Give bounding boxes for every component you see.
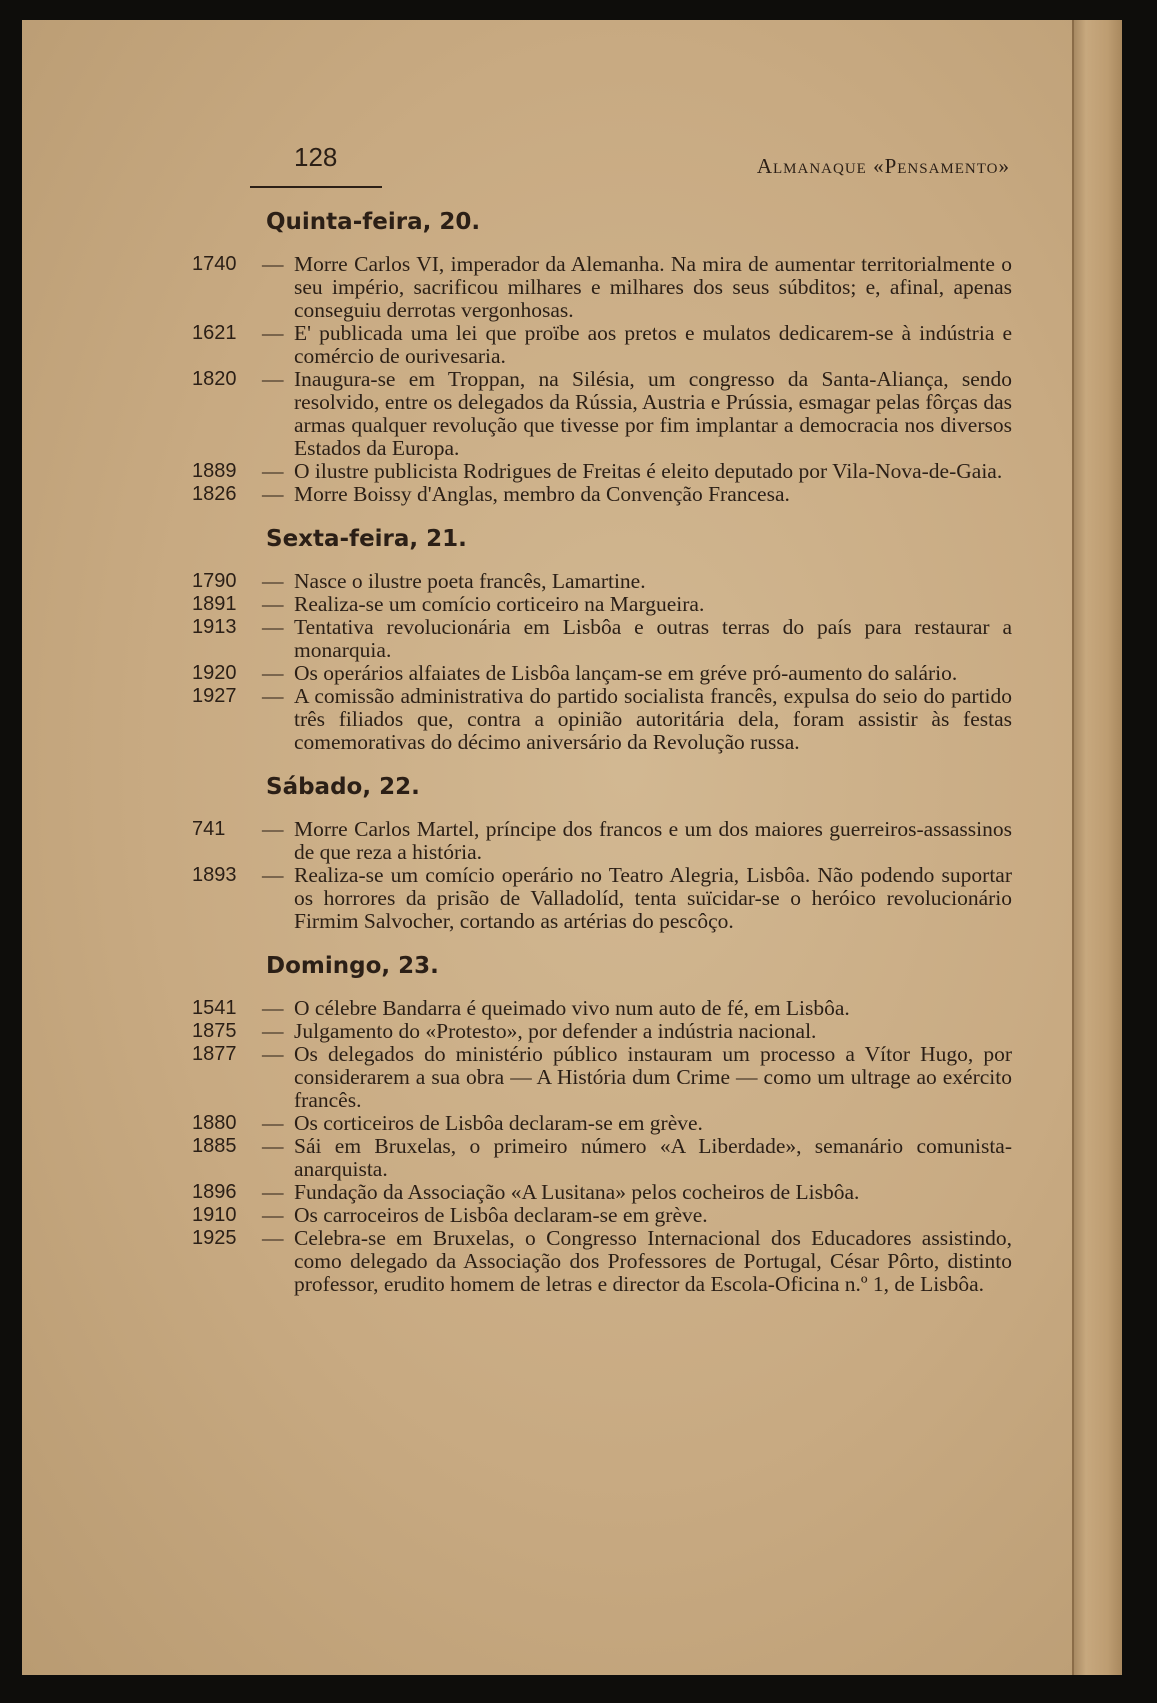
- entry-text: Realiza-se um comício operário no Teatro Alegria, Lisbôa. Não podendo suportar os horrores da prisão de Valladolíd, tenta suïcidar-se o heróico revolucionário Firmim Salvocher, cortando as artérias do pescôço.: [294, 863, 1012, 933]
- almanac-entry: [172, 616, 1012, 662]
- entry-dash: —: [262, 615, 284, 639]
- almanac-entry: [172, 818, 1012, 864]
- day-heading: Sexta-feira, 21.: [266, 526, 467, 552]
- entry-year: 1889: [192, 460, 237, 482]
- day-section: [172, 205, 1012, 506]
- almanac-entry: [172, 460, 1012, 483]
- almanac-entry: [172, 1204, 1012, 1227]
- entry-dash: —: [262, 661, 284, 685]
- almanac-entry: [172, 253, 1012, 322]
- entry-text: E' publicada uma lei que proïbe aos pretos e mulatos dedicarem-se à indústria e comércio de ourivesaria.: [294, 321, 1012, 368]
- almanac-entry: [172, 1020, 1012, 1043]
- entry-text: Morre Boissy d'Anglas, membro da Convenção Francesa.: [294, 482, 790, 506]
- almanac-entry: [172, 1181, 1012, 1204]
- page-number: 128: [294, 142, 338, 172]
- entry-year: 1927: [192, 685, 237, 707]
- entry-year: 1910: [192, 1204, 237, 1226]
- entry-text: A comissão administrativa do partido socialista francês, expulsa do seio do partido três filiados que, contra a opinião autoritária dela, foram assistir às festas comemorativas do décimo aniversário da Revolução russa.: [294, 684, 1012, 754]
- entry-text: Morre Carlos Martel, príncipe dos francos e um dos maiores guerreiros-assassinos de que reza a história.: [294, 817, 1012, 864]
- entry-year: 1885: [192, 1135, 237, 1157]
- entry-year: 1875: [192, 1020, 237, 1042]
- entry-year: 1891: [192, 593, 237, 615]
- almanac-entry: [172, 570, 1012, 593]
- entry-year: 1893: [192, 864, 237, 886]
- entry-dash: —: [262, 252, 284, 276]
- almanac-entry: [172, 1112, 1012, 1135]
- almanac-entry: [172, 1043, 1012, 1112]
- entry-dash: —: [262, 1042, 284, 1066]
- entry-year: 1913: [192, 616, 237, 638]
- almanac-entry: [172, 662, 1012, 685]
- day-heading: Sábado, 22.: [266, 774, 420, 800]
- entry-year: 1896: [192, 1181, 237, 1203]
- entry-dash: —: [262, 367, 284, 391]
- entry-dash: —: [262, 817, 284, 841]
- almanac-content: [172, 205, 1012, 1312]
- entry-dash: —: [262, 684, 284, 708]
- entry-year: 741: [192, 818, 226, 840]
- header-rule: [250, 186, 382, 188]
- entry-dash: —: [262, 482, 284, 506]
- almanac-entry: [172, 685, 1012, 754]
- entry-text: Realiza-se um comício corticeiro na Margueira.: [294, 592, 705, 616]
- entry-dash: —: [262, 321, 284, 345]
- day-heading: Quinta-feira, 20.: [266, 209, 481, 235]
- book-spine: [1072, 20, 1122, 1675]
- entry-year: 1880: [192, 1112, 237, 1134]
- entry-text: Morre Carlos VI, imperador da Alemanha. Na mira de aumentar territorialmente o seu império, sacrificou milhares e milhares dos seus súbditos; e, afinal, apenas conseguiu derrotas vergonhosas.: [294, 252, 1012, 322]
- entry-year: 1920: [192, 662, 237, 684]
- almanac-entry: [172, 864, 1012, 933]
- book-page: [22, 20, 1122, 1675]
- entry-text: Sái em Bruxelas, o primeiro número «A Liberdade», semanário comunista-anarquista.: [294, 1134, 1012, 1181]
- almanac-entry: [172, 483, 1012, 506]
- almanac-entry: [172, 322, 1012, 368]
- entry-text: Os corticeiros de Lisbôa declaram-se em grève.: [294, 1111, 703, 1135]
- day-heading: Domingo, 23.: [266, 953, 439, 979]
- day-section: [172, 770, 1012, 933]
- almanac-entry: [172, 1135, 1012, 1181]
- entry-dash: —: [262, 1180, 284, 1204]
- almanac-entry: [172, 368, 1012, 460]
- almanac-entry: [172, 997, 1012, 1020]
- entry-year: 1877: [192, 1043, 237, 1065]
- entry-dash: —: [262, 996, 284, 1020]
- entry-text: Os delegados do ministério público instauram um processo a Vítor Hugo, por considerarem a sua obra — A História dum Crime — como um ultrage ao exército francês.: [294, 1042, 1012, 1112]
- entry-text: Tentativa revolucionária em Lisbôa e outras terras do país para restaurar a monarquia.: [294, 615, 1012, 662]
- entry-text: Fundação da Associação «A Lusitana» pelos cocheiros de Lisbôa.: [294, 1180, 860, 1204]
- page-header: [250, 124, 1010, 188]
- entry-year: 1541: [192, 997, 237, 1019]
- almanac-entry: [172, 1227, 1012, 1296]
- entry-dash: —: [262, 863, 284, 887]
- entry-dash: —: [262, 459, 284, 483]
- entry-dash: —: [262, 569, 284, 593]
- entry-year: 1826: [192, 483, 237, 505]
- entry-year: 1820: [192, 368, 237, 390]
- day-section: [172, 949, 1012, 1296]
- entry-year: 1790: [192, 570, 237, 592]
- entry-dash: —: [262, 1019, 284, 1043]
- entry-text: Celebra-se em Bruxelas, o Congresso Internacional dos Educadores assistindo, como delegado da Associação dos Professores de Portugal, César Pôrto, distinto professor, erudito homem de letras e director da Escola-Oficina n.º 1, de Lisbôa.: [294, 1226, 1012, 1296]
- day-section: [172, 522, 1012, 754]
- entry-text: O célebre Bandarra é queimado vivo num auto de fé, em Lisbôa.: [294, 996, 850, 1020]
- entry-dash: —: [262, 1134, 284, 1158]
- entry-text: Nasce o ilustre poeta francês, Lamartine.: [294, 569, 646, 593]
- entry-text: O ilustre publicista Rodrigues de Freitas é eleito deputado por Vila-Nova-de-Gaia.: [294, 459, 1003, 483]
- entry-dash: —: [262, 1111, 284, 1135]
- almanac-entry: [172, 593, 1012, 616]
- entry-dash: —: [262, 1226, 284, 1250]
- entry-dash: —: [262, 592, 284, 616]
- entry-text: Os carroceiros de Lisbôa declaram-se em grève.: [294, 1203, 708, 1227]
- running-title: Almanaque «Pensamento»: [756, 154, 1010, 178]
- entry-text: Os operários alfaiates de Lisbôa lançam-se em gréve pró-aumento do salário.: [294, 661, 958, 685]
- entry-text: Inaugura-se em Troppan, na Silésia, um congresso da Santa-Aliança, sendo resolvido, entre os delegados da Rússia, Austria e Prússia, esmagar pelas fôrças das armas qualquer revolução que tivesse por fim implantar a democracia nos diversos Estados da Europa.: [294, 367, 1012, 460]
- entry-year: 1621: [192, 322, 237, 344]
- entry-year: 1925: [192, 1227, 237, 1249]
- entry-dash: —: [262, 1203, 284, 1227]
- entry-text: Julgamento do «Protesto», por defender a indústria nacional.: [294, 1019, 817, 1043]
- entry-year: 1740: [192, 253, 237, 275]
